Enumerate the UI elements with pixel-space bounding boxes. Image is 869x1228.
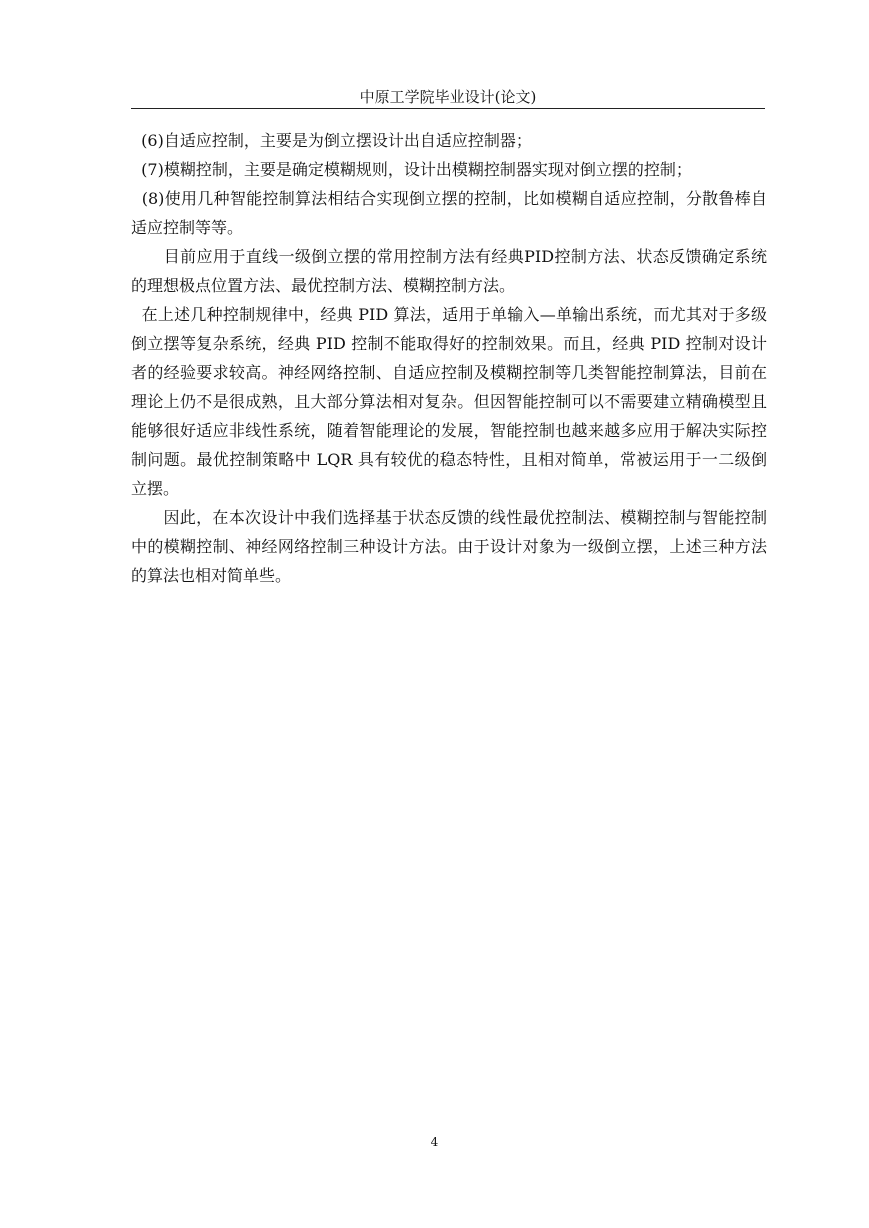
paragraph-control-comparison: 在上述几种控制规律中，经典 PID 算法，适用于单输入—单输出系统，而尤其对于多级倒立摆等复杂系统，经典 PID 控制不能取得好的控制效果。而且，经典 PID 控制对设计者的经验要求较高。神经网络控制、自适应控制及模糊控制等几类智能控制算法，目前在理论上仍不是很成熟，且大部分算法相对复杂。但因智能控制可以不需要建立精确模型且能够很好适应非线性系统，随着智能理论的发展，智能控制也越来越多应用于解决实际控制问题。最优控制策略中 LQR 具有较优的稳态特性，且相对简单，常被运用于一二级倒立摆。 (131, 305, 767, 498)
paragraph-item-8: (8)使用几种智能控制算法相结合实现倒立摆的控制，比如模糊自适应控制，分散鲁棒自适应控制等等。 (131, 189, 767, 237)
page-header (131, 86, 765, 109)
body-text (131, 126, 767, 590)
paragraph-item-7: (7)模糊控制，主要是确定模糊规则，设计出模糊控制器实现对倒立摆的控制； (131, 160, 692, 179)
paragraph-common-methods: 目前应用于直线一级倒立摆的常用控制方法有经典PID控制方法、状态反馈确定系统的理想极点位置方法、最优控制方法、模糊控制方法。 (131, 247, 767, 295)
header-title: 中原工学院毕业设计(论文) (359, 88, 537, 106)
paragraph-design-choice: 因此，在本次设计中我们选择基于状态反馈的线性最优控制法、模糊控制与智能控制中的模糊控制、神经网络控制三种设计方法。由于设计对象为一级倒立摆，上述三种方法的算法也相对简单些。 (131, 508, 767, 585)
page-number: 4 (430, 1135, 439, 1149)
paragraph-item-6: (6)自适应控制，主要是为倒立摆设计出自适应控制器； (131, 131, 532, 150)
